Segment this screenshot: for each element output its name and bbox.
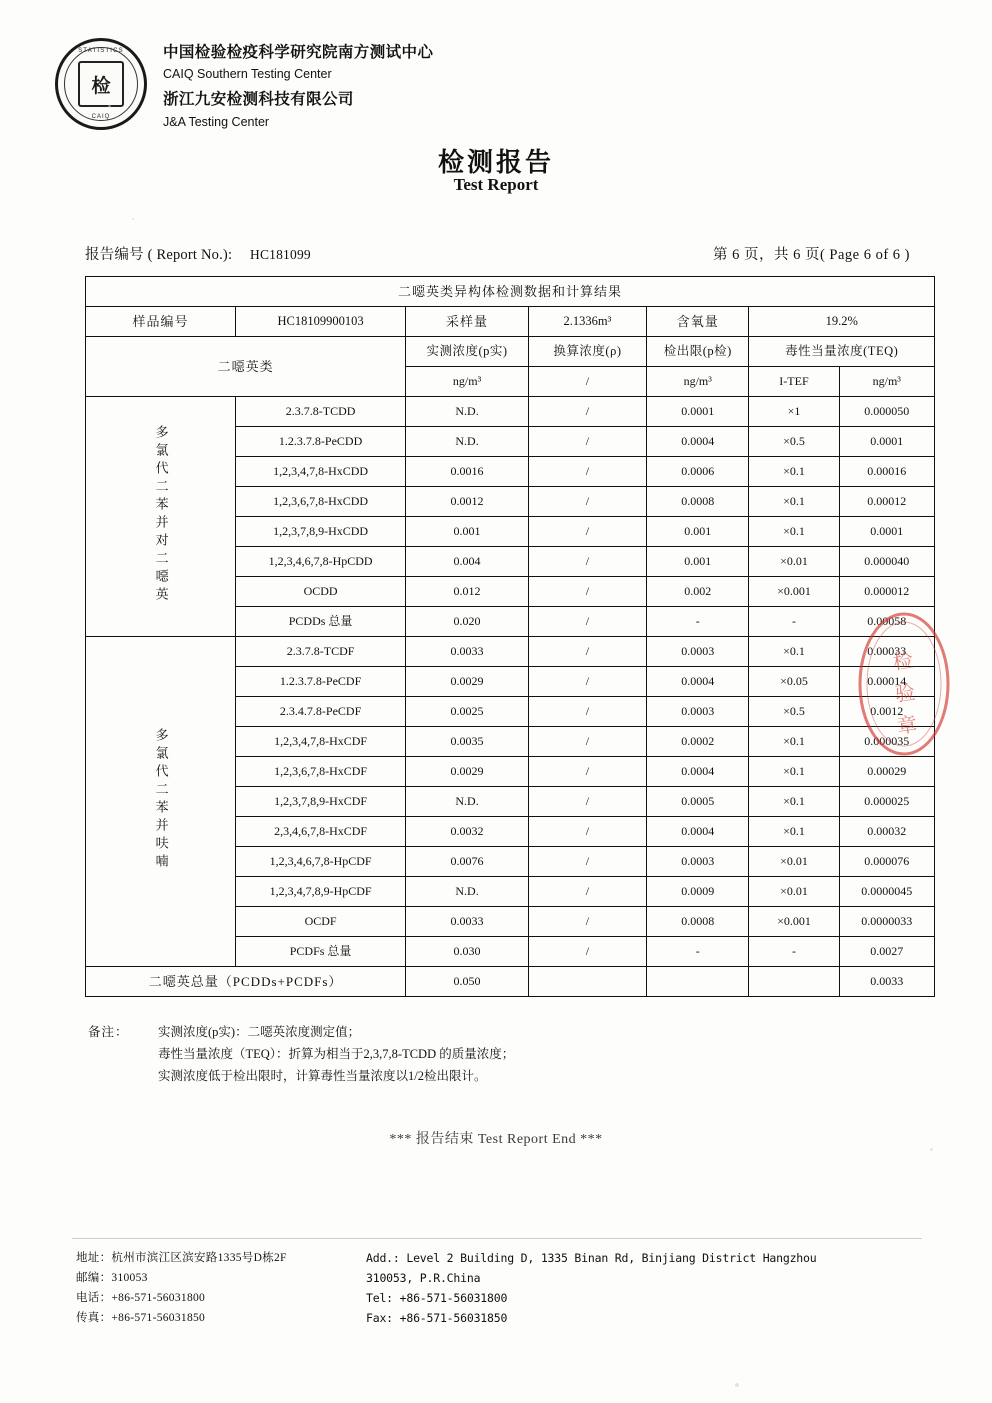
- sample-no-label: 样品编号: [86, 307, 236, 337]
- itef-value: -: [749, 937, 839, 967]
- seal-top-text: STATISTICS: [78, 48, 124, 54]
- converted-value: /: [528, 877, 646, 907]
- teq-value: 0.000050: [839, 397, 934, 427]
- scan-speck: [735, 1383, 739, 1387]
- teq-value: 0.000076: [839, 847, 934, 877]
- analyte-name: 1,2,3,4,7,8,9-HpCDF: [235, 877, 405, 907]
- lod-value: -: [647, 937, 749, 967]
- converted-value: /: [528, 607, 646, 637]
- measured-value: 0.0033: [406, 637, 529, 667]
- analyte-name: 1.2.3.7.8-PeCDF: [235, 667, 405, 697]
- measured-value: 0.001: [406, 517, 529, 547]
- converted-value: /: [528, 817, 646, 847]
- footer-postcode-line-en: 310053, P.R.China: [366, 1271, 481, 1286]
- measured-value: 0.004: [406, 547, 529, 577]
- analyte-name: 1,2,3,6,7,8-HxCDD: [235, 487, 405, 517]
- analyte-name: 1,2,3,4,7,8-HxCDD: [235, 457, 405, 487]
- teq-value: 0.000035: [839, 727, 934, 757]
- lod-value: 0.0008: [647, 487, 749, 517]
- teq-value: 0.0000045: [839, 877, 934, 907]
- footer-address-line: 地址：杭州市滨江区滨安路1335号D栋2F: [76, 1252, 287, 1264]
- itef-value: ×0.001: [749, 577, 839, 607]
- lod-value: 0.0003: [647, 847, 749, 877]
- itef-value: ×0.1: [749, 727, 839, 757]
- lod-value: 0.0006: [647, 457, 749, 487]
- notes-line-1: 实测浓度(p实)：二噁英浓度测定值；: [158, 1025, 361, 1039]
- total-measured: 0.050: [406, 967, 529, 997]
- analyte-name: OCDD: [235, 577, 405, 607]
- converted-conc-header: 换算浓度(ρ): [528, 337, 646, 367]
- lod-value: 0.002: [647, 577, 749, 607]
- measured-value: 0.0029: [406, 667, 529, 697]
- page-title-en: Test Report: [453, 175, 539, 194]
- converted-value: /: [528, 517, 646, 547]
- notes-line-2: 毒性当量浓度（TEQ）：折算为相当于2,3,7,8-TCDD 的质量浓度；: [158, 1046, 515, 1061]
- unit-itef: I-TEF: [749, 367, 839, 397]
- unit-teq: ng/m³: [839, 367, 934, 397]
- teq-header: 毒性当量浓度(TEQ): [749, 337, 935, 367]
- measured-value: 0.020: [406, 607, 529, 637]
- measured-value: 0.0035: [406, 727, 529, 757]
- analyte-name: 2.3.7.8-TCDF: [235, 637, 405, 667]
- itef-value: ×0.5: [749, 697, 839, 727]
- lod-value: 0.0002: [647, 727, 749, 757]
- teq-value: 0.00016: [839, 457, 934, 487]
- teq-value: 0.0001: [839, 427, 934, 457]
- converted-value: /: [528, 847, 646, 877]
- footer-fax-line-en: Fax: +86-571-56031850: [366, 1311, 508, 1326]
- itef-value: ×0.1: [749, 787, 839, 817]
- converted-value: /: [528, 907, 646, 937]
- sampling-volume-label: 采样量: [406, 307, 529, 337]
- analyte-name: 1,2,3,4,6,7,8-HpCDF: [235, 847, 405, 877]
- org-name-cn-1: 中国检验检疫科学研究院南方测试中心: [163, 44, 434, 61]
- measured-value: 0.0029: [406, 757, 529, 787]
- teq-value: 0.0000033: [839, 907, 934, 937]
- seal-center-char: 检: [78, 61, 124, 107]
- lod-value: 0.0008: [647, 907, 749, 937]
- unit-converted: /: [528, 367, 646, 397]
- measured-value: 0.0025: [406, 697, 529, 727]
- footer-address-cn: [76, 1248, 287, 1329]
- teq-value: 0.00014: [839, 667, 934, 697]
- converted-value: /: [528, 577, 646, 607]
- table-caption: 二噁英类异构体检测数据和计算结果: [86, 277, 935, 307]
- unit-measured: ng/m³: [406, 367, 529, 397]
- notes-line-3: 实测浓度低于检出限时，计算毒性当量浓度以1/2检出限计。: [158, 1068, 487, 1083]
- analyte-name: 1,2,3,7,8,9-HxCDD: [235, 517, 405, 547]
- analyte-name: 1,2,3,7,8,9-HxCDF: [235, 787, 405, 817]
- measured-value: 0.0016: [406, 457, 529, 487]
- notes-label: 备注：: [88, 1025, 129, 1039]
- table-caption-row: [86, 277, 935, 307]
- footer-tel-line: 电话：+86-571-56031800: [76, 1292, 206, 1305]
- converted-value: /: [528, 427, 646, 457]
- lod-value: 0.0004: [647, 757, 749, 787]
- analyte-name: 2.3.4.7.8-PeCDF: [235, 697, 405, 727]
- page-indicator: 第 6 页，共 6 页( Page 6 of 6 ): [712, 247, 910, 263]
- analyte-name: 1,2,3,4,7,8-HxCDF: [235, 727, 405, 757]
- scan-speck: [132, 218, 134, 220]
- measured-value: 0.0032: [406, 817, 529, 847]
- measured-value: 0.012: [406, 577, 529, 607]
- footer-divider: [72, 1238, 922, 1239]
- total-lod: [647, 967, 749, 997]
- org-name-en-2: J&A Testing Center: [163, 114, 270, 129]
- analyte-name: 2.3.7.8-TCDD: [235, 397, 405, 427]
- itef-value: ×0.1: [749, 457, 839, 487]
- teq-value: 0.00012: [839, 487, 934, 517]
- itef-value: ×0.01: [749, 877, 839, 907]
- itef-value: ×1: [749, 397, 839, 427]
- itef-value: ×0.1: [749, 817, 839, 847]
- report-end-mark: *** 报告结束 Test Report End ***: [389, 1132, 603, 1147]
- analyte-name: 1,2,3,6,7,8-HxCDF: [235, 757, 405, 787]
- analyte-name: OCDF: [235, 907, 405, 937]
- table-row: [86, 397, 935, 427]
- teq-value: 0.0012: [839, 697, 934, 727]
- lod-value: 0.0003: [647, 637, 749, 667]
- lod-value: 0.001: [647, 517, 749, 547]
- itef-value: ×0.1: [749, 487, 839, 517]
- footer-address-line-en: Add.: Level 2 Building D, 1335 Binan Rd, Binjiang District Hangzhou: [366, 1251, 817, 1265]
- report-header: [55, 38, 433, 132]
- total-itef: [749, 967, 839, 997]
- report-number: [85, 243, 311, 264]
- lod-value: 0.0009: [647, 877, 749, 907]
- itef-value: ×0.1: [749, 757, 839, 787]
- converted-value: /: [528, 727, 646, 757]
- footer-tel-line-en: Tel: +86-571-56031800: [366, 1291, 508, 1306]
- itef-value: ×0.05: [749, 667, 839, 697]
- lod-value: 0.001: [647, 547, 749, 577]
- measured-value: N.D.: [406, 787, 529, 817]
- lod-value: 0.0005: [647, 787, 749, 817]
- teq-value: 0.00032: [839, 817, 934, 847]
- teq-value: 0.0001: [839, 517, 934, 547]
- converted-value: /: [528, 697, 646, 727]
- scan-speck: [930, 1148, 933, 1151]
- group-label-pcdf: 多氯代二苯并呋喃: [86, 637, 236, 967]
- teq-value: 0.00058: [839, 607, 934, 637]
- itef-value: ×0.01: [749, 547, 839, 577]
- measured-value: N.D.: [406, 397, 529, 427]
- converted-value: /: [528, 937, 646, 967]
- org-name-cn-2: 浙江九安检测科技有限公司: [163, 91, 354, 109]
- itef-value: ×0.001: [749, 907, 839, 937]
- footer-address-en: [366, 1248, 816, 1329]
- dioxin-results-table: [85, 276, 935, 997]
- total-converted: [528, 967, 646, 997]
- teq-value: 0.00029: [839, 757, 934, 787]
- converted-value: /: [528, 457, 646, 487]
- notes-block: [88, 1022, 514, 1088]
- measured-value: 0.0033: [406, 907, 529, 937]
- svg-text:验: 验: [893, 679, 917, 707]
- table-row-total: [86, 967, 935, 997]
- itef-value: -: [749, 607, 839, 637]
- svg-text:检: 检: [891, 647, 915, 675]
- report-number-label: 报告编号 ( Report No.):: [85, 247, 233, 263]
- total-label: 二噁英总量（PCDDs+PCDFs）: [86, 967, 406, 997]
- group-label-pcdd: 多氯代二苯并对二噁英: [86, 397, 236, 637]
- footer-postcode-line: 邮编：310053: [76, 1272, 148, 1285]
- analyte-name: 1.2.3.7.8-PeCDD: [235, 427, 405, 457]
- itef-value: ×0.1: [749, 637, 839, 667]
- lod-value: 0.0004: [647, 817, 749, 847]
- measured-value: 0.030: [406, 937, 529, 967]
- measured-value: 0.0076: [406, 847, 529, 877]
- lod-value: 0.0004: [647, 427, 749, 457]
- oxygen-content-value: 19.2%: [749, 307, 935, 337]
- measured-value: N.D.: [406, 427, 529, 457]
- measured-conc-header: 实测浓度(p实): [406, 337, 529, 367]
- lod-header: 检出限(p检): [647, 337, 749, 367]
- analyte-name: 2,3,4,6,7,8-HxCDF: [235, 817, 405, 847]
- teq-value: 0.000040: [839, 547, 934, 577]
- itef-value: ×0.5: [749, 427, 839, 457]
- org-name-en-1: CAIQ Southern Testing Center: [163, 67, 332, 82]
- column-header-row: [86, 337, 935, 367]
- table-row: [86, 637, 935, 667]
- teq-value: 0.00033: [839, 637, 934, 667]
- sample-info-row: [86, 307, 935, 337]
- teq-value: 0.0027: [839, 937, 934, 967]
- itef-value: ×0.01: [749, 847, 839, 877]
- converted-value: /: [528, 787, 646, 817]
- teq-value: 0.000025: [839, 787, 934, 817]
- itef-value: ×0.1: [749, 517, 839, 547]
- converted-value: /: [528, 667, 646, 697]
- sampling-volume-value: 2.1336m³: [528, 307, 646, 337]
- lod-value: -: [647, 607, 749, 637]
- organization-seal-icon: [55, 38, 147, 130]
- analyte-name: PCDFs 总量: [235, 937, 405, 967]
- converted-value: /: [528, 397, 646, 427]
- analyte-group-header: 二噁英类: [86, 337, 406, 397]
- measured-value: 0.0012: [406, 487, 529, 517]
- lod-value: 0.0003: [647, 697, 749, 727]
- footer-fax-line: 传真：+86-571-56031850: [76, 1312, 206, 1325]
- oxygen-content-label: 含氧量: [647, 307, 749, 337]
- svg-text:章: 章: [895, 711, 919, 739]
- lod-value: 0.0001: [647, 397, 749, 427]
- measured-value: N.D.: [406, 877, 529, 907]
- organization-names: [163, 38, 433, 132]
- converted-value: /: [528, 487, 646, 517]
- report-number-value: HC181099: [250, 247, 311, 262]
- seal-bottom-text: CAIQ: [91, 114, 111, 120]
- sample-no-value: HC18109900103: [235, 307, 405, 337]
- converted-value: /: [528, 757, 646, 787]
- total-teq: 0.0033: [839, 967, 934, 997]
- analyte-name: 1,2,3,4,6,7,8-HpCDD: [235, 547, 405, 577]
- teq-value: 0.000012: [839, 577, 934, 607]
- unit-lod: ng/m³: [647, 367, 749, 397]
- converted-value: /: [528, 547, 646, 577]
- scan-speck: [108, 105, 111, 108]
- analyte-name: PCDDs 总量: [235, 607, 405, 637]
- converted-value: /: [528, 637, 646, 667]
- lod-value: 0.0004: [647, 667, 749, 697]
- page-title-cn: 检测报告: [437, 148, 554, 178]
